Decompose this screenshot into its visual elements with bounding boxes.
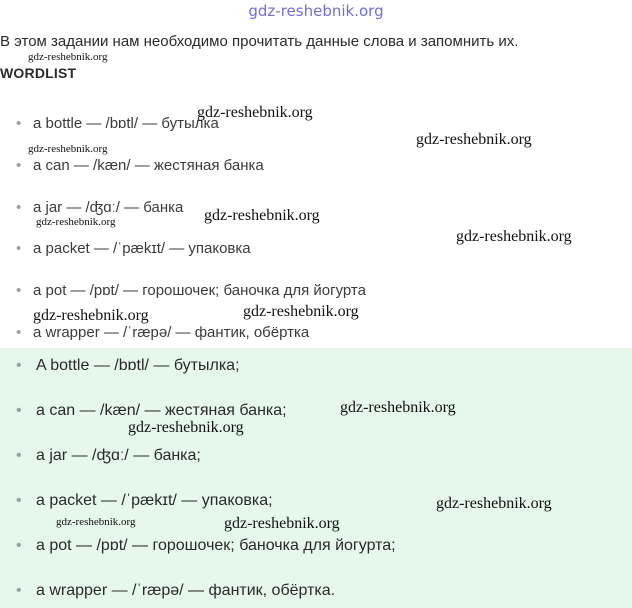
watermark: gdz-reshebnik.org bbox=[128, 419, 244, 436]
bullet-icon: • bbox=[16, 492, 22, 509]
answer-entry: a wrapper — /ˈræpə/ — фантик, обёртка. bbox=[36, 582, 336, 599]
watermark: gdz-reshebnik.org bbox=[456, 228, 572, 245]
intro-text: В этом задании нам необходимо прочитать данные слова и запомнить их. bbox=[0, 33, 519, 50]
watermark: gdz-reshebnik.org bbox=[56, 516, 136, 528]
answer-entry: a pot — /pɒt/ — горошочек; баночка для йогурта; bbox=[36, 537, 396, 554]
answer-entry: A bottle — /bɒtl/ — бутылка; bbox=[36, 357, 240, 374]
watermark: gdz-reshebnik.org bbox=[243, 303, 359, 320]
answer-entry: a packet — /ˈpækɪt/ — упаковка; bbox=[36, 492, 273, 509]
watermark: gdz-reshebnik.org bbox=[416, 131, 532, 148]
word-entry: a bottle — /bɒtl/ — бутылка bbox=[33, 115, 219, 132]
bullet-icon: • bbox=[16, 537, 22, 554]
bullet-icon: • bbox=[16, 157, 22, 174]
wordlist-title: WORDLIST bbox=[0, 65, 77, 81]
header-watermark: gdz-reshebnik.org bbox=[248, 2, 384, 20]
bullet-icon: • bbox=[16, 324, 22, 341]
bullet-icon: • bbox=[16, 282, 22, 299]
bullet-icon: • bbox=[16, 115, 22, 132]
bullet-icon: • bbox=[16, 240, 22, 257]
answer-entry: a jar — /ʤɑː/ — банка; bbox=[36, 447, 201, 464]
watermark: gdz-reshebnik.org bbox=[436, 495, 552, 512]
bullet-icon: • bbox=[16, 582, 22, 599]
watermark: gdz-reshebnik.org bbox=[197, 104, 313, 121]
bullet-icon: • bbox=[16, 402, 22, 419]
bullet-icon: • bbox=[16, 357, 22, 374]
watermark: gdz-reshebnik.org bbox=[340, 399, 456, 416]
watermark: gdz-reshebnik.org bbox=[28, 51, 108, 63]
watermark: gdz-reshebnik.org bbox=[224, 515, 340, 532]
word-entry: a wrapper — /ˈræpə/ — фантик, обёртка bbox=[33, 324, 310, 341]
word-entry: a can — /kæn/ — жестяная банка bbox=[33, 157, 264, 174]
watermark: gdz-reshebnik.org bbox=[28, 143, 108, 155]
word-entry: a packet — /ˈpækɪt/ — упаковка bbox=[33, 240, 251, 257]
answer-panel bbox=[0, 348, 632, 608]
word-entry: a pot — /pɒt/ — горошочек; баночка для йогурта bbox=[33, 282, 366, 299]
answer-entry: a can — /kæn/ — жестяная банка; bbox=[36, 402, 287, 419]
watermark: gdz-reshebnik.org bbox=[204, 207, 320, 224]
bullet-icon: • bbox=[16, 447, 22, 464]
word-entry: a jar — /ʤɑː/ — банка bbox=[33, 199, 184, 216]
watermark: gdz-reshebnik.org bbox=[33, 307, 149, 324]
watermark: gdz-reshebnik.org bbox=[36, 216, 116, 228]
bullet-icon: • bbox=[16, 199, 22, 216]
